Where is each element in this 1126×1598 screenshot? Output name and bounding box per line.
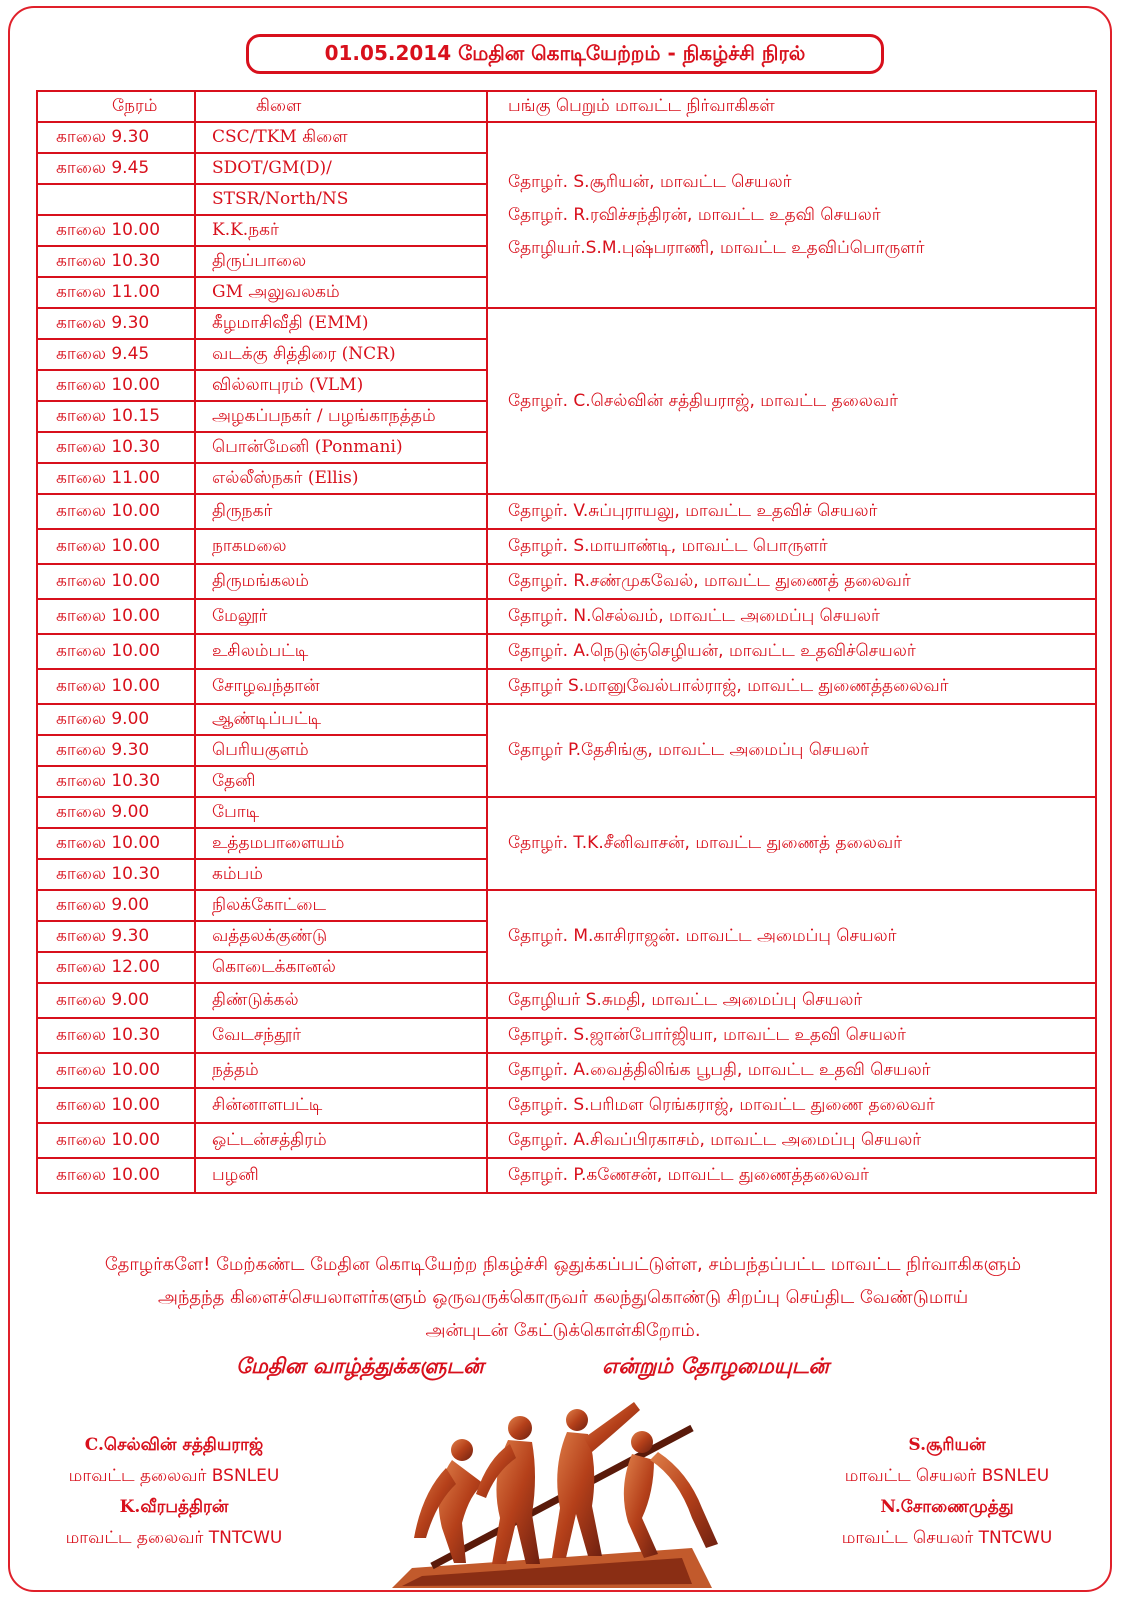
persons-list	[508, 635, 1095, 668]
header-time: நேரம்	[37, 91, 195, 122]
branch-cell: உசிலம்பட்டி	[195, 634, 487, 669]
persons-cell	[487, 1088, 1096, 1123]
branch-cell: திருப்பாலை	[195, 246, 487, 277]
branch-cell: K.K.நகர்	[195, 215, 487, 246]
time-cell: காலை 9.00	[37, 704, 195, 735]
time-cell: காலை 9.30	[37, 921, 195, 952]
persons-list	[508, 1019, 1095, 1052]
time-cell: காலை 10.30	[37, 859, 195, 890]
signatory-role: மாவட்ட செயலர் BSNLEU	[844, 1466, 1050, 1486]
time-cell: காலை 10.00	[37, 494, 195, 529]
branch-cell: பழனி	[195, 1158, 487, 1193]
participant-name: தோழர். S.ஜான்போர்ஜியா, மாவட்ட உதவி செயலர்	[508, 1025, 906, 1045]
branch-cell: பெரியகுளம்	[195, 735, 487, 766]
time-cell: காலை 9.30	[37, 122, 195, 153]
branch-cell: உத்தமபாளையம்	[195, 828, 487, 859]
branch-cell: பொன்மேனி (Ponmani)	[195, 432, 487, 463]
participant-name: தோழர். A.வைத்திலிங்க பூபதி, மாவட்ட உதவி செயலர்	[508, 1060, 931, 1080]
schedule-body	[37, 91, 1096, 1193]
participant-name: தோழர். T.K.சீனிவாசன், மாவட்ட துணைத் தலைவர்	[508, 833, 902, 853]
time-cell: காலை 10.00	[37, 1123, 195, 1158]
branch-cell: நாகமலை	[195, 529, 487, 564]
table-row	[37, 1088, 1096, 1123]
table-row	[37, 983, 1096, 1018]
participant-name: தோழர். P.கணேசன், மாவட்ட துணைத்தலைவர்	[508, 1165, 869, 1185]
table-row	[37, 1053, 1096, 1088]
time-cell: காலை 10.00	[37, 599, 195, 634]
branch-cell: திருநகர்	[195, 494, 487, 529]
participant-name: தோழியர் S.சுமதி, மாவட்ட அமைப்பு செயலர்	[508, 990, 863, 1010]
time-cell: காலை 12.00	[37, 952, 195, 983]
branch-cell: கீழமாசிவீதி (EMM)	[195, 308, 487, 339]
participant-name: தோழியர்.S.M.புஷ்பராணி, மாவட்ட உதவிப்பொருளர்	[508, 237, 925, 258]
time-cell: காலை 10.00	[37, 529, 195, 564]
participant-name: தோழர். S.மாயாண்டி, மாவட்ட பொருளர்	[508, 536, 828, 556]
persons-cell	[487, 1123, 1096, 1158]
persons-cell	[487, 634, 1096, 669]
time-cell: காலை 10.30	[37, 246, 195, 277]
appeal-line: தோழர்களே! மேற்கண்ட மேதின கொடியேற்ற நிகழ்ச்சி ஒதுக்கப்பட்டுள்ள, சம்பந்தப்பட்ட மாவட்ட நிர்வாகிகளும்	[104, 1254, 1022, 1275]
participant-name: தோழர். R.ரவிச்சந்திரன், மாவட்ட உதவி செயலர்	[508, 204, 881, 225]
table-row	[37, 1123, 1096, 1158]
time-cell: காலை 10.00	[37, 634, 195, 669]
table-row	[37, 634, 1096, 669]
schedule-table	[36, 90, 1097, 1194]
time-cell: காலை 9.00	[37, 983, 195, 1018]
page-title: 01.05.2014 மேதின கொடியேற்றம் - நிகழ்ச்சி நிரல்	[246, 34, 884, 74]
branch-cell: எல்லீஸ்நகர் (Ellis)	[195, 463, 487, 494]
branch-cell: GM அலுவலகம்	[195, 277, 487, 308]
branch-cell: ஒட்டன்சத்திரம்	[195, 1123, 487, 1158]
participant-name: தோழர். R.சண்முகவேல், மாவட்ட துணைத் தலைவர்	[508, 571, 911, 591]
persons-list	[508, 385, 1095, 418]
persons-list	[508, 166, 1095, 265]
branch-cell: வடக்கு சித்திரை (NCR)	[195, 339, 487, 370]
persons-list	[508, 984, 1095, 1017]
persons-list	[508, 565, 1095, 598]
branch-cell: நிலக்கோட்டை	[195, 890, 487, 921]
persons-cell	[487, 1053, 1096, 1088]
branch-cell: நத்தம்	[195, 1053, 487, 1088]
branch-cell: தேனி	[195, 766, 487, 797]
time-cell: காலை 9.30	[37, 735, 195, 766]
participant-name: தோழர். V.சுப்புராயலு, மாவட்ட உதவிச் செயலர்	[508, 501, 878, 521]
persons-cell	[487, 564, 1096, 599]
time-cell: காலை 10.00	[37, 669, 195, 704]
signature-right	[792, 1430, 1102, 1554]
time-cell	[37, 184, 195, 215]
time-cell: காலை 9.30	[37, 308, 195, 339]
persons-cell	[487, 669, 1096, 704]
participant-name: தோழர். S.சூரியன், மாவட்ட செயலர்	[508, 171, 792, 192]
persons-cell	[487, 1018, 1096, 1053]
time-cell: காலை 10.30	[37, 1018, 195, 1053]
participant-name: தோழர் S.மானுவேல்பால்ராஜ், மாவட்ட துணைத்தலைவர்	[508, 676, 949, 696]
time-cell: காலை 10.00	[37, 564, 195, 599]
signatory-name: K.வீரபத்திரன்	[119, 1497, 229, 1517]
persons-cell	[487, 529, 1096, 564]
persons-cell	[487, 890, 1096, 983]
signature-left	[22, 1430, 326, 1554]
time-cell: காலை 11.00	[37, 463, 195, 494]
branch-cell: திருமங்கலம்	[195, 564, 487, 599]
time-cell: காலை 9.00	[37, 797, 195, 828]
branch-cell: கொடைக்கானல்	[195, 952, 487, 983]
persons-cell	[487, 494, 1096, 529]
signatory-name: C.செல்வின் சத்தியராஜ்	[84, 1435, 264, 1455]
persons-list	[508, 1054, 1095, 1087]
persons-cell	[487, 704, 1096, 797]
time-cell: காலை 9.45	[37, 153, 195, 184]
table-row	[37, 890, 1096, 921]
slogan-greetings: மேதின வாழ்த்துக்களுடன்	[236, 1354, 484, 1378]
time-cell: காலை 10.15	[37, 401, 195, 432]
time-cell: காலை 10.30	[37, 432, 195, 463]
time-cell: காலை 10.00	[37, 215, 195, 246]
persons-cell	[487, 599, 1096, 634]
persons-list	[508, 734, 1095, 767]
participant-name: தோழர். N.செல்வம், மாவட்ட அமைப்பு செயலர்	[508, 606, 880, 626]
table-row	[37, 1018, 1096, 1053]
persons-cell	[487, 797, 1096, 890]
branch-cell: திண்டுக்கல்	[195, 983, 487, 1018]
branch-cell: அழகப்பநகர் / பழங்காநத்தம்	[195, 401, 487, 432]
table-row	[37, 494, 1096, 529]
participant-name: தோழர். C.செல்வின் சத்தியராஜ், மாவட்ட தலைவர்	[508, 390, 899, 411]
persons-list	[508, 530, 1095, 563]
branch-cell: சின்னாளபட்டி	[195, 1088, 487, 1123]
appeal-text	[20, 1248, 1106, 1347]
persons-cell	[487, 983, 1096, 1018]
time-cell: காலை 10.30	[37, 766, 195, 797]
participant-name: தோழர். A.நெடுஞ்செழியன், மாவட்ட உதவிச்செயலர்	[508, 641, 916, 661]
participant-name: தோழர். M.காசிராஜன். மாவட்ட அமைப்பு செயலர்	[508, 926, 897, 946]
time-cell: காலை 9.00	[37, 890, 195, 921]
time-cell: காலை 10.00	[37, 370, 195, 401]
appeal-line: அன்புடன் கேட்டுக்கொள்கிறோம்.	[425, 1320, 701, 1341]
branch-cell: CSC/TKM கிளை	[195, 122, 487, 153]
signatory-role: மாவட்ட தலைவர் TNTCWU	[65, 1528, 283, 1548]
branch-cell: வேடசந்தூர்	[195, 1018, 487, 1053]
table-row	[37, 669, 1096, 704]
signatory-role: மாவட்ட செயலர் TNTCWU	[841, 1528, 1053, 1548]
participant-name: தோழர் P.தேசிங்கு, மாவட்ட அமைப்பு செயலர்	[508, 740, 870, 760]
branch-cell: வத்தலக்குண்டு	[195, 921, 487, 952]
table-row	[37, 599, 1096, 634]
signatory-role: மாவட்ட தலைவர் BSNLEU	[68, 1466, 280, 1486]
persons-cell	[487, 308, 1096, 494]
table-header-row	[37, 91, 1096, 122]
participant-name: தோழர். S.பரிமள ரெங்கராஜ், மாவட்ட துணை தலைவர்	[508, 1095, 935, 1115]
persons-list	[508, 1089, 1095, 1122]
branch-cell: சோழவந்தான்	[195, 669, 487, 704]
time-cell: காலை 10.00	[37, 1158, 195, 1193]
persons-list	[508, 1159, 1095, 1192]
branch-cell: போடி	[195, 797, 487, 828]
table-row	[37, 308, 1096, 339]
branch-cell: STSR/North/NS	[195, 184, 487, 215]
table-row	[37, 704, 1096, 735]
branch-cell: SDOT/GM(D)/	[195, 153, 487, 184]
header-branch: கிளை	[195, 91, 487, 122]
table-row	[37, 564, 1096, 599]
appeal-line: அந்தந்த கிளைச்செயலாளர்களும் ஒருவருக்கொருவர் கலந்துகொண்டு சிறப்பு செய்திட வேண்டுமாய்	[157, 1287, 969, 1308]
time-cell: காலை 10.00	[37, 828, 195, 859]
table-row	[37, 1158, 1096, 1193]
header-persons: பங்கு பெறும் மாவட்ட நிர்வாகிகள்	[487, 91, 1096, 122]
time-cell: காலை 9.45	[37, 339, 195, 370]
persons-cell	[487, 122, 1096, 308]
table-row	[37, 529, 1096, 564]
persons-cell	[487, 1158, 1096, 1193]
signatory-name: N.சோணைமுத்து	[880, 1497, 1014, 1517]
branch-cell: கம்பம்	[195, 859, 487, 890]
participant-name: தோழர். A.சிவப்பிரகாசம், மாவட்ட அமைப்பு செயலர்	[508, 1130, 922, 1150]
time-cell: காலை 10.00	[37, 1088, 195, 1123]
persons-list	[508, 670, 1095, 703]
may-day-workers-statue-icon	[392, 1398, 732, 1588]
persons-list	[508, 920, 1095, 953]
slogan-comradeship: என்றும் தோழமையுடன்	[602, 1354, 829, 1378]
branch-cell: மேலூர்	[195, 599, 487, 634]
branch-cell: ஆண்டிப்பட்டி	[195, 704, 487, 735]
time-cell: காலை 10.00	[37, 1053, 195, 1088]
branch-cell: வில்லாபுரம் (VLM)	[195, 370, 487, 401]
persons-list	[508, 495, 1095, 528]
persons-list	[508, 1124, 1095, 1157]
persons-list	[508, 827, 1095, 860]
time-cell: காலை 11.00	[37, 277, 195, 308]
persons-list	[508, 600, 1095, 633]
table-row	[37, 797, 1096, 828]
signatory-name: S.சூரியன்	[908, 1435, 986, 1455]
table-row	[37, 122, 1096, 153]
